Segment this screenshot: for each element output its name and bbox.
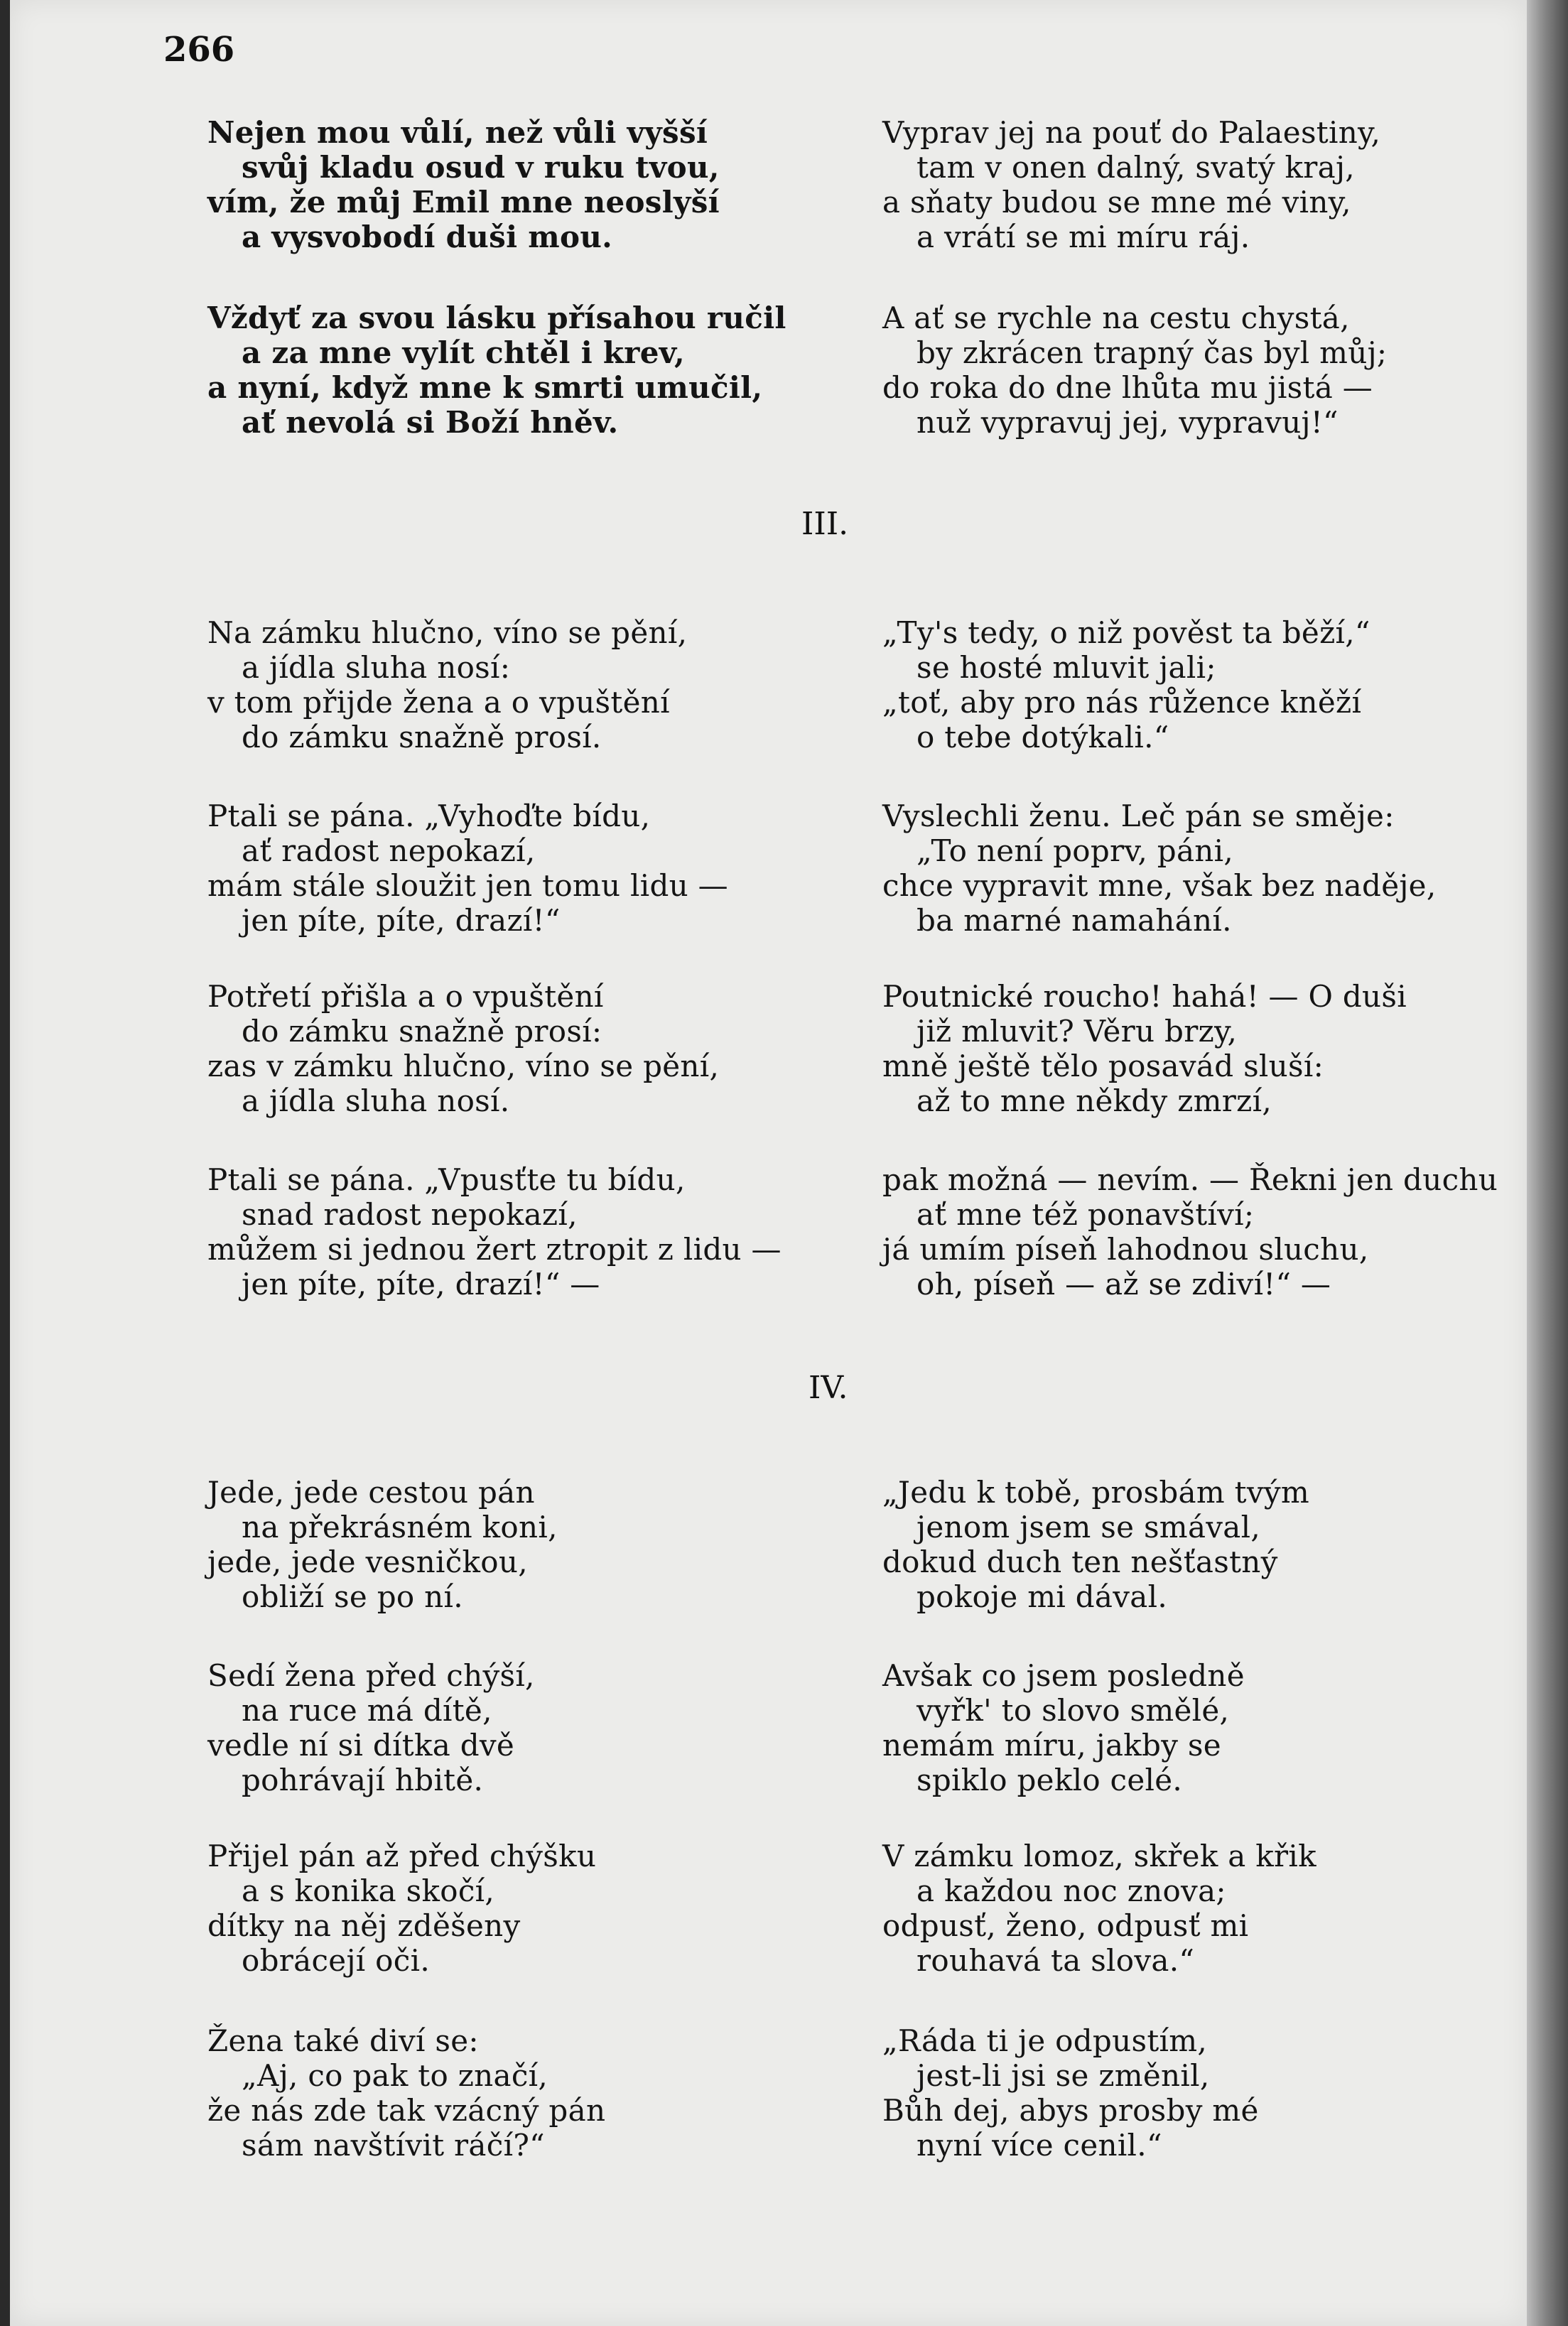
verse-line: do zámku snažně prosí. [242, 720, 602, 754]
verse-line: „Ty's tedy, o niž pověst ta běží,“ [882, 615, 1370, 650]
verse-line: se hosté mluvit jali; [917, 650, 1216, 685]
verse-line: a za mne vylít chtěl i krev, [242, 335, 685, 370]
verse-line: A ať se rychle na cestu chystá, [882, 301, 1350, 335]
verse-line: obliží se po ní. [242, 1579, 463, 1614]
section-number-iv: IV. [809, 1370, 848, 1406]
stanza [882, 301, 1387, 440]
verse-line: vedle ní si dítka dvě [207, 1728, 515, 1763]
verse-line: nuž vypravuj jej, vypravuj!“ [917, 405, 1339, 440]
verse-line: oh, píseň — až se zdiví!“ — [917, 1267, 1331, 1302]
verse-line: na překrásném koni, [242, 1510, 558, 1545]
scan-edge-left [0, 0, 10, 2326]
scan-edge-right [1527, 0, 1568, 2326]
verse-line: v tom přijde žena a o vpuštění [207, 685, 670, 720]
verse-line: V zámku lomoz, skřek a křik [882, 1839, 1316, 1873]
stanza [207, 1839, 596, 1978]
verse-line: „To není poprv, páni, [917, 833, 1234, 868]
verse-line: tam v onen dalný, svatý kraj, [917, 150, 1355, 185]
section-number-iii: III. [801, 506, 849, 542]
verse-line: Sedí žena před chýší, [207, 1658, 535, 1693]
stanza [882, 115, 1380, 254]
verse-line: Ptali se pána. „Vpusťte tu bídu, [207, 1162, 686, 1197]
stanza [207, 115, 720, 254]
verse-line: o tebe dotýkali.“ [917, 720, 1169, 754]
verse-line: do zámku snažně prosí: [242, 1014, 602, 1049]
stanza [882, 1162, 1498, 1302]
verse-line: odpusť, ženo, odpusť mi [882, 1908, 1249, 1943]
page-number: 266 [163, 30, 235, 70]
verse-line: nemám míru, jakby se [882, 1728, 1221, 1763]
verse-line: „Ráda ti je odpustím, [882, 2023, 1207, 2058]
stanza [207, 979, 719, 1118]
verse-line: jen píte, píte, drazí!“ [242, 903, 561, 938]
stanza [882, 615, 1370, 754]
verse-line: pohrávají hbitě. [242, 1763, 484, 1797]
verse-line: jenom jsem se smával, [917, 1510, 1261, 1545]
verse-line: pokoje mi dával. [917, 1579, 1168, 1614]
verse-line: Poutnické roucho! hahá! — O duši [882, 979, 1407, 1014]
verse-line: ba marné namahání. [917, 903, 1232, 938]
verse-line: Na zámku hlučno, víno se pění, [207, 615, 688, 650]
verse-line: Ptali se pána. „Vyhoďte bídu, [207, 799, 651, 833]
verse-line: a jídla sluha nosí: [242, 650, 511, 685]
verse-line: vím, že můj Emil mne neoslyší [207, 185, 720, 220]
verse-line: Bůh dej, abys prosby mé [882, 2093, 1259, 2128]
verse-line: zas v zámku hlučno, víno se pění, [207, 1049, 720, 1083]
verse-line: svůj kladu osud v ruku tvou, [242, 150, 720, 185]
stanza [207, 799, 728, 938]
verse-line: dítky na něj zděšeny [207, 1908, 521, 1943]
verse-line: Avšak co jsem posledně [882, 1658, 1245, 1693]
verse-line: až to mne někdy zmrzí, [917, 1083, 1272, 1118]
verse-line: můžem si jednou žert ztropit z lidu — [207, 1232, 782, 1267]
verse-line: ať mne též ponavštíví; [917, 1197, 1255, 1232]
verse-line: Vyslechli ženu. Leč pán se směje: [882, 799, 1395, 833]
stanza [207, 301, 786, 440]
verse-line: Žena také diví se: [207, 2023, 479, 2058]
stanza [882, 1475, 1309, 1614]
verse-line: ať nevolá si Boží hněv. [242, 405, 619, 440]
verse-line: že nás zde tak vzácný pán [207, 2093, 606, 2128]
stanza [207, 2023, 605, 2163]
verse-line: „toť, aby pro nás růžence kněží [882, 685, 1362, 720]
stanza [207, 1162, 782, 1302]
stanza [882, 2023, 1259, 2163]
verse-line: mám stále sloužit jen tomu lidu — [207, 868, 728, 903]
verse-line: jest-li jsi se změnil, [917, 2058, 1210, 2093]
verse-line: dokud duch ten nešťastný [882, 1545, 1278, 1579]
verse-line: vyřk' to slovo smělé, [917, 1693, 1230, 1728]
verse-line: spiklo peklo celé. [917, 1763, 1183, 1797]
verse-line: Potřetí přišla a o vpuštění [207, 979, 604, 1014]
verse-line: a s konika skočí, [242, 1873, 495, 1908]
verse-line: Vyprav jej na pouť do Palaestiny, [882, 115, 1381, 150]
stanza [207, 1658, 535, 1797]
verse-line: již mluvit? Věru brzy, [917, 1014, 1238, 1049]
verse-line: a nyní, když mne k smrti umučil, [207, 370, 763, 405]
stanza [882, 799, 1436, 938]
verse-line: a každou noc znova; [917, 1873, 1226, 1908]
stanza [207, 615, 687, 754]
verse-line: do roka do dne lhůta mu jistá — [882, 370, 1373, 405]
verse-line: Nejen mou vůlí, než vůli vyšší [207, 115, 708, 150]
verse-line: a sňaty budou se mne mé viny, [882, 185, 1351, 220]
verse-line: by zkrácen trapný čas byl můj; [917, 335, 1388, 370]
stanza [882, 979, 1407, 1118]
verse-line: chce vypravit mne, však bez naděje, [882, 868, 1437, 903]
stanza [882, 1839, 1316, 1978]
verse-line: rouhavá ta slova.“ [917, 1943, 1195, 1978]
verse-line: obrácejí oči. [242, 1943, 430, 1978]
stanza [207, 1475, 558, 1614]
verse-line: pak možná — nevím. — Řekni jen duchu [882, 1162, 1498, 1197]
stanza [882, 1658, 1245, 1797]
verse-line: a jídla sluha nosí. [242, 1083, 510, 1118]
verse-line: snad radost nepokazí, [242, 1197, 578, 1232]
verse-line: a vysvobodí duši mou. [242, 220, 613, 254]
verse-line: nyní více cenil.“ [917, 2128, 1162, 2163]
verse-line: Jede, jede cestou pán [207, 1475, 535, 1510]
verse-line: Vždyť za svou lásku přísahou ručil [207, 301, 786, 335]
verse-line: ať radost nepokazí, [242, 833, 536, 868]
verse-line: já umím píseň lahodnou sluchu, [882, 1232, 1369, 1267]
verse-line: sám navštívit ráčí?“ [242, 2128, 545, 2163]
verse-line: jen píte, píte, drazí!“ — [242, 1267, 600, 1302]
verse-line: mně ještě tělo posavád sluší: [882, 1049, 1324, 1083]
verse-line: a vrátí se mi míru ráj. [917, 220, 1250, 254]
verse-line: Přijel pán až před chýšku [207, 1839, 597, 1873]
verse-line: „Jedu k tobě, prosbám tvým [882, 1475, 1310, 1510]
verse-line: na ruce má dítě, [242, 1693, 492, 1728]
verse-line: jede, jede vesničkou, [207, 1545, 528, 1579]
verse-line: „Aj, co pak to značí, [242, 2058, 548, 2093]
